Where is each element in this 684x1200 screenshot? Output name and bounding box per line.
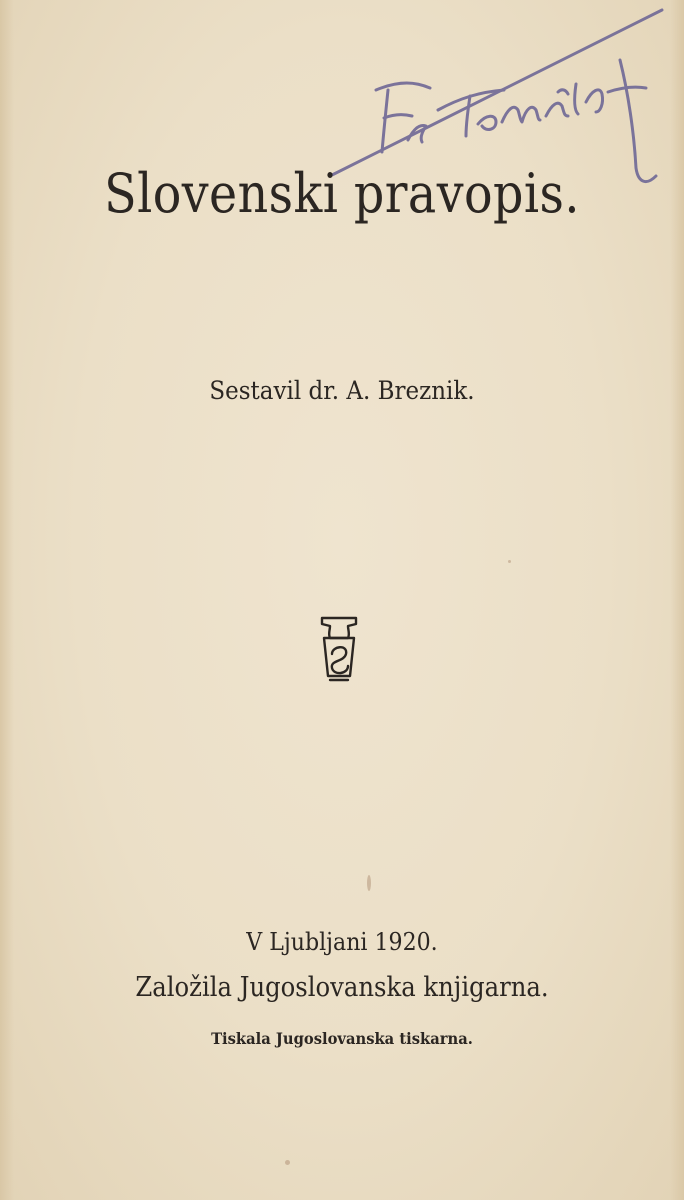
ink-spot — [367, 875, 371, 891]
publisher-monogram-icon — [318, 614, 360, 686]
ink-spot — [285, 1160, 290, 1165]
page-edge-shadow-left — [0, 0, 14, 1200]
printer-line: Tiskala Jugoslovanska tiskarna. — [211, 1029, 473, 1048]
ink-spot — [508, 560, 511, 563]
signature-text: Fr. Tomšič — [410, 30, 416, 31]
author-line: Sestavil dr. A. Breznik. — [209, 376, 475, 405]
publisher-line: Založila Jugoslovanska knjigarna. — [135, 972, 549, 1003]
book-title: Slovenski pravopis. — [104, 162, 580, 225]
place-and-year: V Ljubljani 1920. — [246, 928, 438, 956]
